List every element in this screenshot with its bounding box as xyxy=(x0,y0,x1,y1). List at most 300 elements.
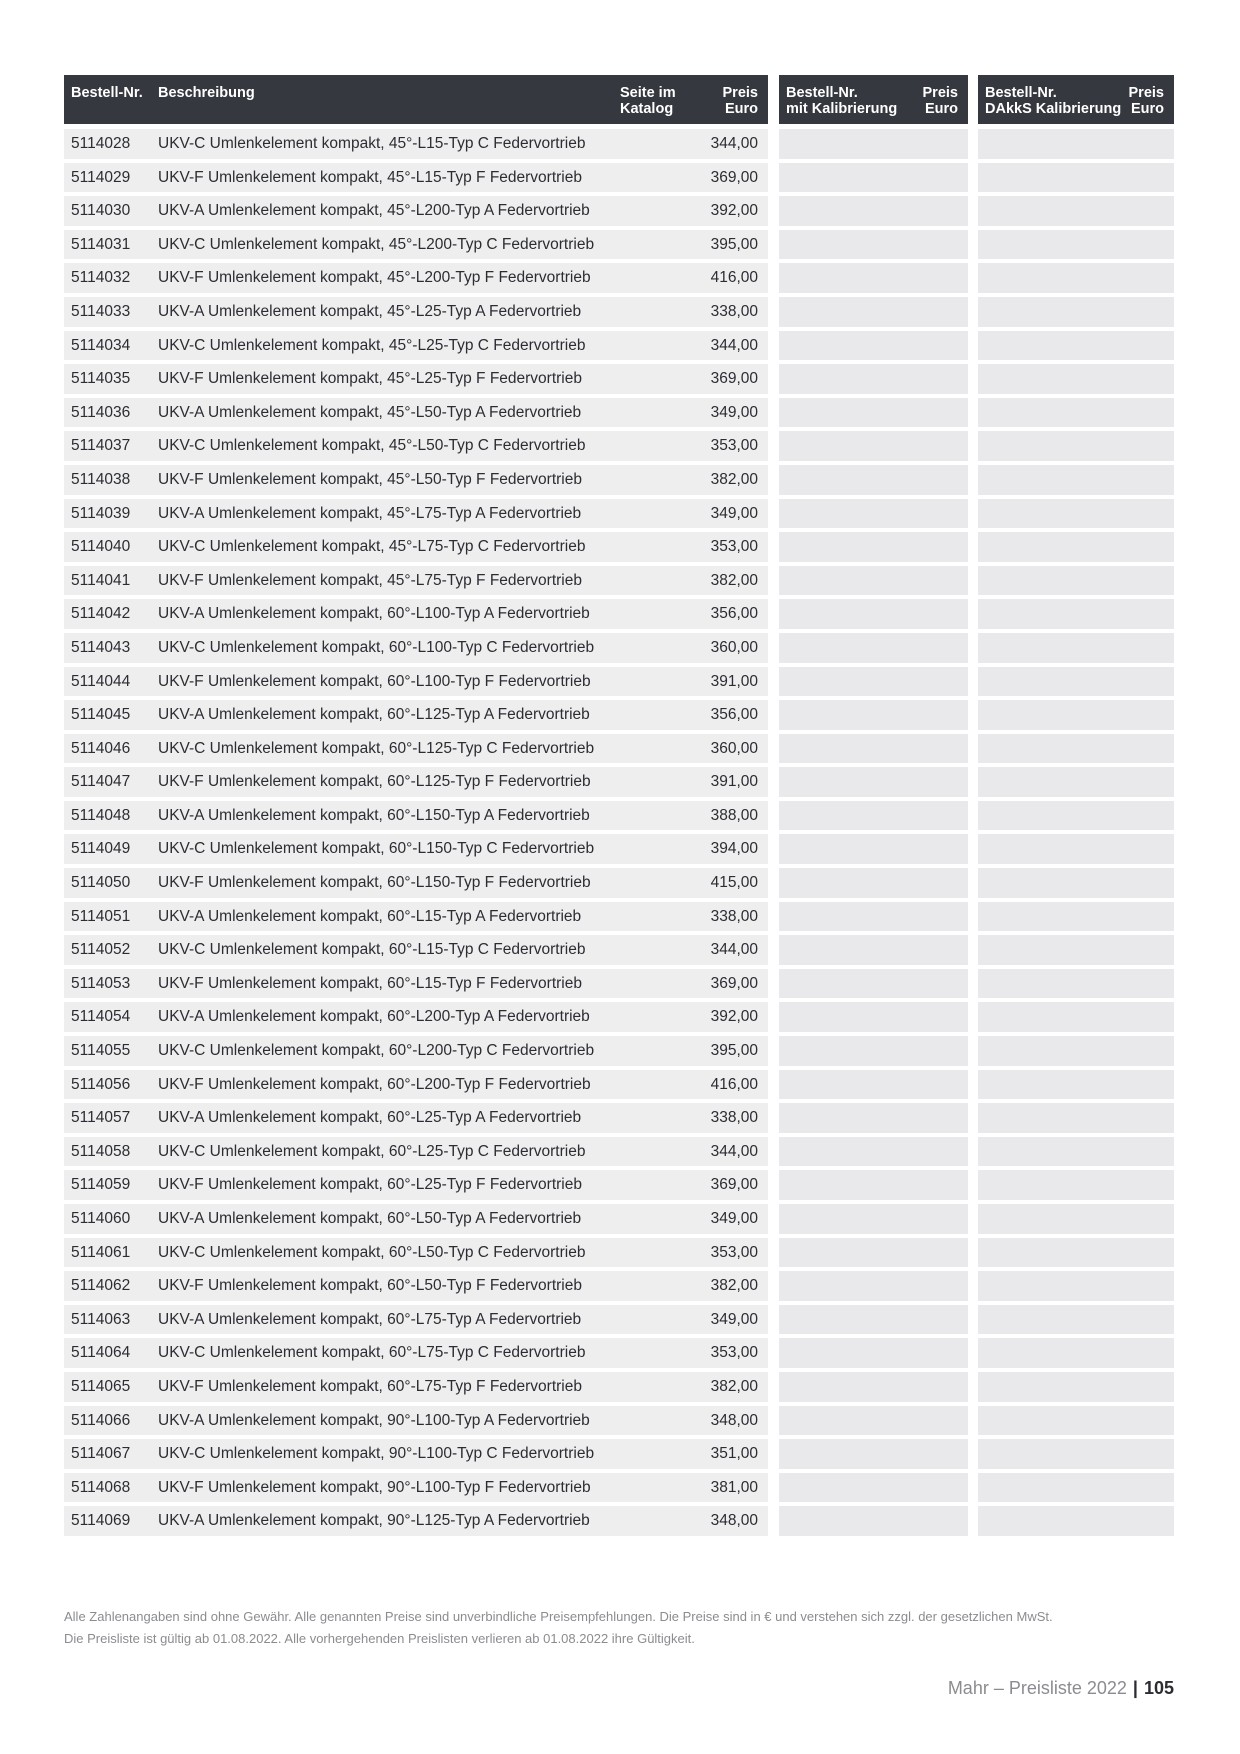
footer-separator: | xyxy=(1132,1678,1138,1698)
description: UKV-C Umlenkelement kompakt, 90°-L100-Typ C Federvortrieb xyxy=(158,1445,595,1463)
header-catalog-page: Seite im Katalog xyxy=(620,85,676,117)
table-row xyxy=(0,1506,1240,1536)
calibration-cell xyxy=(779,163,968,193)
table-row xyxy=(0,566,1240,596)
row-main-cell xyxy=(64,499,768,529)
table-row xyxy=(0,1002,1240,1032)
order-number: 5114056 xyxy=(71,1075,131,1093)
row-main-cell xyxy=(64,801,768,831)
description: UKV-F Umlenkelement kompakt, 45°-L25-Typ F Federvortrieb xyxy=(158,370,582,388)
row-main-cell xyxy=(64,700,768,730)
row-main-cell xyxy=(64,331,768,361)
table-row xyxy=(0,1305,1240,1335)
calibration-cell xyxy=(779,1070,968,1100)
table-header-dakks xyxy=(978,75,1174,124)
table-row xyxy=(0,1170,1240,1200)
row-main-cell xyxy=(64,1372,768,1402)
dakks-cell xyxy=(978,1238,1174,1268)
row-main-cell xyxy=(64,1070,768,1100)
price: 382,00 xyxy=(710,470,758,488)
calibration-cell xyxy=(779,1002,968,1032)
row-main-cell xyxy=(64,633,768,663)
price: 344,00 xyxy=(710,941,758,959)
page-number: 105 xyxy=(1143,1678,1174,1698)
header-order-no-dakks: Bestell-Nr. DAkkS Kalibrierung xyxy=(985,85,1122,117)
calibration-cell xyxy=(779,532,968,562)
dakks-cell xyxy=(978,1305,1174,1335)
row-main-cell xyxy=(64,1002,768,1032)
order-number: 5114052 xyxy=(71,941,131,959)
description: UKV-C Umlenkelement kompakt, 60°-L200-Typ C Federvortrieb xyxy=(158,1042,595,1060)
table-row xyxy=(0,935,1240,965)
row-main-cell xyxy=(64,1204,768,1234)
dakks-cell xyxy=(978,465,1174,495)
price: 388,00 xyxy=(710,806,758,824)
description: UKV-C Umlenkelement kompakt, 45°-L50-Typ C Federvortrieb xyxy=(158,437,586,455)
description: UKV-C Umlenkelement kompakt, 60°-L150-Typ C Federvortrieb xyxy=(158,840,595,858)
row-main-cell xyxy=(64,297,768,327)
description: UKV-C Umlenkelement kompakt, 60°-L25-Typ C Federvortrieb xyxy=(158,1142,586,1160)
header-price: Preis Euro xyxy=(722,85,758,117)
calibration-cell xyxy=(779,935,968,965)
footnote-line-2: Die Preisliste ist gültig ab 01.08.2022. Alle vorhergehenden Preislisten verlieren ab 01.08.2022 ihre Gültigkeit. xyxy=(64,1631,695,1646)
header-description: Beschreibung xyxy=(158,85,255,101)
calibration-cell xyxy=(779,398,968,428)
calibration-cell xyxy=(779,196,968,226)
row-main-cell xyxy=(64,767,768,797)
order-number: 5114059 xyxy=(71,1176,131,1194)
description: UKV-F Umlenkelement kompakt, 45°-L15-Typ F Federvortrieb xyxy=(158,168,582,186)
calibration-cell xyxy=(779,1473,968,1503)
dakks-cell xyxy=(978,767,1174,797)
row-main-cell xyxy=(64,1238,768,1268)
row-main-cell xyxy=(64,1103,768,1133)
price: 415,00 xyxy=(710,874,758,892)
table-row xyxy=(0,834,1240,864)
price: 344,00 xyxy=(710,1142,758,1160)
dakks-cell xyxy=(978,263,1174,293)
description: UKV-F Umlenkelement kompakt, 60°-L200-Typ F Federvortrieb xyxy=(158,1075,591,1093)
table-row xyxy=(0,499,1240,529)
dakks-cell xyxy=(978,902,1174,932)
dakks-cell xyxy=(978,599,1174,629)
table-row xyxy=(0,1204,1240,1234)
price-table-body xyxy=(0,129,1240,1540)
description: UKV-C Umlenkelement kompakt, 60°-L125-Typ C Federvortrieb xyxy=(158,739,595,757)
order-number: 5114053 xyxy=(71,974,131,992)
calibration-cell xyxy=(779,431,968,461)
description: UKV-A Umlenkelement kompakt, 45°-L25-Typ A Federvortrieb xyxy=(158,302,582,320)
calibration-cell xyxy=(779,969,968,999)
table-row xyxy=(0,331,1240,361)
row-main-cell xyxy=(64,734,768,764)
row-main-cell xyxy=(64,398,768,428)
dakks-cell xyxy=(978,566,1174,596)
table-row xyxy=(0,263,1240,293)
description: UKV-A Umlenkelement kompakt, 60°-L75-Typ A Federvortrieb xyxy=(158,1310,582,1328)
calibration-cell xyxy=(779,1439,968,1469)
description: UKV-A Umlenkelement kompakt, 90°-L100-Typ A Federvortrieb xyxy=(158,1411,590,1429)
dakks-cell xyxy=(978,834,1174,864)
table-row xyxy=(0,734,1240,764)
price: 382,00 xyxy=(710,1277,758,1295)
dakks-cell xyxy=(978,667,1174,697)
order-number: 5114043 xyxy=(71,638,131,656)
dakks-cell xyxy=(978,1372,1174,1402)
order-number: 5114068 xyxy=(71,1478,131,1496)
dakks-cell xyxy=(978,532,1174,562)
header-order-no-calibration: Bestell-Nr. mit Kalibrierung xyxy=(786,85,898,117)
price: 382,00 xyxy=(710,1377,758,1395)
price: 348,00 xyxy=(710,1512,758,1530)
row-main-cell xyxy=(64,902,768,932)
row-main-cell xyxy=(64,196,768,226)
row-main-cell xyxy=(64,532,768,562)
price: 392,00 xyxy=(710,1008,758,1026)
table-row xyxy=(0,1406,1240,1436)
calibration-cell xyxy=(779,868,968,898)
table-row xyxy=(0,1473,1240,1503)
order-number: 5114063 xyxy=(71,1310,131,1328)
dakks-cell xyxy=(978,230,1174,260)
dakks-cell xyxy=(978,1204,1174,1234)
row-main-cell xyxy=(64,1406,768,1436)
table-row xyxy=(0,465,1240,495)
calibration-cell xyxy=(779,331,968,361)
price: 356,00 xyxy=(710,706,758,724)
description: UKV-F Umlenkelement kompakt, 60°-L150-Typ F Federvortrieb xyxy=(158,874,591,892)
table-row xyxy=(0,767,1240,797)
price: 391,00 xyxy=(710,672,758,690)
footer-title: Mahr – Preisliste 2022 xyxy=(947,1678,1127,1698)
dakks-cell xyxy=(978,935,1174,965)
calibration-cell xyxy=(779,700,968,730)
dakks-cell xyxy=(978,1170,1174,1200)
description: UKV-A Umlenkelement kompakt, 60°-L100-Typ A Federvortrieb xyxy=(158,605,590,623)
order-number: 5114066 xyxy=(71,1411,131,1429)
row-main-cell xyxy=(64,263,768,293)
price: 416,00 xyxy=(710,269,758,287)
description: UKV-F Umlenkelement kompakt, 45°-L200-Typ F Federvortrieb xyxy=(158,269,591,287)
order-number: 5114065 xyxy=(71,1377,131,1395)
order-number: 5114049 xyxy=(71,840,131,858)
price: 353,00 xyxy=(710,538,758,556)
calibration-cell xyxy=(779,1506,968,1536)
price: 338,00 xyxy=(710,1109,758,1127)
order-number: 5114039 xyxy=(71,504,131,522)
calibration-cell xyxy=(779,129,968,159)
row-main-cell xyxy=(64,465,768,495)
row-main-cell xyxy=(64,969,768,999)
table-row xyxy=(0,633,1240,663)
description: UKV-A Umlenkelement kompakt, 90°-L125-Typ A Federvortrieb xyxy=(158,1512,590,1530)
price: 351,00 xyxy=(710,1445,758,1463)
description: UKV-C Umlenkelement kompakt, 60°-L50-Typ C Federvortrieb xyxy=(158,1243,586,1261)
order-number: 5114031 xyxy=(71,235,131,253)
order-number: 5114040 xyxy=(71,538,131,556)
price: 391,00 xyxy=(710,773,758,791)
order-number: 5114035 xyxy=(71,370,131,388)
table-row xyxy=(0,364,1240,394)
order-number: 5114051 xyxy=(71,907,131,925)
dakks-cell xyxy=(978,1036,1174,1066)
table-header-calibration xyxy=(779,75,968,124)
calibration-cell xyxy=(779,465,968,495)
order-number: 5114034 xyxy=(71,336,131,354)
dakks-cell xyxy=(978,196,1174,226)
price: 353,00 xyxy=(710,1344,758,1362)
description: UKV-A Umlenkelement kompakt, 60°-L200-Typ A Federvortrieb xyxy=(158,1008,590,1026)
calibration-cell xyxy=(779,297,968,327)
order-number: 5114042 xyxy=(71,605,131,623)
table-header-main xyxy=(64,75,768,124)
header-price-dakks: Preis Euro xyxy=(1128,85,1164,117)
table-row xyxy=(0,1238,1240,1268)
dakks-cell xyxy=(978,801,1174,831)
table-row xyxy=(0,297,1240,327)
table-row xyxy=(0,532,1240,562)
page-footer xyxy=(948,1678,1174,1699)
row-main-cell xyxy=(64,1036,768,1066)
row-main-cell xyxy=(64,599,768,629)
description: UKV-A Umlenkelement kompakt, 60°-L50-Typ A Federvortrieb xyxy=(158,1210,582,1227)
description: UKV-A Umlenkelement kompakt, 60°-L125-Typ A Federvortrieb xyxy=(158,706,590,724)
description: UKV-C Umlenkelement kompakt, 60°-L100-Typ C Federvortrieb xyxy=(158,638,595,656)
footnote-line-1: Alle Zahlenangaben sind ohne Gewähr. Alle genannten Preise sind unverbindliche Preisempfehlungen. Die Preise sind in € und verstehen sich zzgl. der gesetzlichen MwSt. xyxy=(64,1609,1053,1624)
order-number: 5114047 xyxy=(71,773,131,791)
table-row xyxy=(0,969,1240,999)
dakks-cell xyxy=(978,1103,1174,1133)
dakks-cell xyxy=(978,1070,1174,1100)
row-main-cell xyxy=(64,667,768,697)
description: UKV-A Umlenkelement kompakt, 60°-L15-Typ A Federvortrieb xyxy=(158,907,582,925)
order-number: 5114057 xyxy=(71,1109,131,1127)
description: UKV-A Umlenkelement kompakt, 60°-L25-Typ A Federvortrieb xyxy=(158,1109,582,1127)
calibration-cell xyxy=(779,667,968,697)
price: 353,00 xyxy=(710,1243,758,1261)
order-number: 5114038 xyxy=(71,470,131,488)
order-number: 5114045 xyxy=(71,706,131,724)
dakks-cell xyxy=(978,1506,1174,1536)
table-row xyxy=(0,902,1240,932)
calibration-cell xyxy=(779,834,968,864)
dakks-cell xyxy=(978,1338,1174,1368)
dakks-cell xyxy=(978,1439,1174,1469)
order-number: 5114029 xyxy=(71,168,131,186)
calibration-cell xyxy=(779,599,968,629)
price: 395,00 xyxy=(710,1042,758,1060)
calibration-cell xyxy=(779,734,968,764)
order-number: 5114054 xyxy=(71,1008,131,1026)
calibration-cell xyxy=(779,1238,968,1268)
price: 344,00 xyxy=(710,135,758,152)
row-main-cell xyxy=(64,1137,768,1167)
order-number: 5114067 xyxy=(71,1445,131,1463)
dakks-cell xyxy=(978,1271,1174,1301)
order-number: 5114050 xyxy=(71,874,131,892)
price: 392,00 xyxy=(710,202,758,220)
dakks-cell xyxy=(978,734,1174,764)
order-number: 5114037 xyxy=(71,437,131,455)
calibration-cell xyxy=(779,1271,968,1301)
price: 353,00 xyxy=(710,437,758,455)
order-number: 5114055 xyxy=(71,1042,131,1060)
order-number: 5114062 xyxy=(71,1277,131,1295)
row-main-cell xyxy=(64,1305,768,1335)
row-main-cell xyxy=(64,935,768,965)
order-number: 5114061 xyxy=(71,1243,131,1261)
dakks-cell xyxy=(978,499,1174,529)
row-main-cell xyxy=(64,364,768,394)
price: 338,00 xyxy=(710,907,758,925)
description: UKV-F Umlenkelement kompakt, 60°-L75-Typ F Federvortrieb xyxy=(158,1377,582,1395)
description: UKV-A Umlenkelement kompakt, 60°-L150-Typ A Federvortrieb xyxy=(158,806,590,824)
order-number: 5114048 xyxy=(71,806,131,824)
order-number: 5114033 xyxy=(71,302,131,320)
dakks-cell xyxy=(978,129,1174,159)
price: 416,00 xyxy=(710,1075,758,1093)
table-row xyxy=(0,129,1240,159)
description: UKV-F Umlenkelement kompakt, 90°-L100-Typ F Federvortrieb xyxy=(158,1478,591,1496)
calibration-cell xyxy=(779,1204,968,1234)
row-main-cell xyxy=(64,129,768,159)
row-main-cell xyxy=(64,1338,768,1368)
price: 369,00 xyxy=(710,370,758,388)
table-row xyxy=(0,1271,1240,1301)
dakks-cell xyxy=(978,1137,1174,1167)
price: 349,00 xyxy=(710,504,758,522)
calibration-cell xyxy=(779,566,968,596)
price: 356,00 xyxy=(710,605,758,623)
row-main-cell xyxy=(64,868,768,898)
order-number: 5114069 xyxy=(71,1512,131,1530)
calibration-cell xyxy=(779,1406,968,1436)
table-row xyxy=(0,667,1240,697)
calibration-cell xyxy=(779,902,968,932)
table-row xyxy=(0,196,1240,226)
price: 349,00 xyxy=(710,1310,758,1328)
table-row xyxy=(0,1036,1240,1066)
row-main-cell xyxy=(64,1170,768,1200)
dakks-cell xyxy=(978,398,1174,428)
row-main-cell xyxy=(64,1439,768,1469)
table-row xyxy=(0,1338,1240,1368)
calibration-cell xyxy=(779,1103,968,1133)
dakks-cell xyxy=(978,969,1174,999)
description: UKV-C Umlenkelement kompakt, 45°-L200-Typ C Federvortrieb xyxy=(158,235,595,253)
description: UKV-A Umlenkelement kompakt, 45°-L50-Typ A Federvortrieb xyxy=(158,403,582,421)
description: UKV-C Umlenkelement kompakt, 45°-L75-Typ C Federvortrieb xyxy=(158,538,586,556)
price: 369,00 xyxy=(710,1176,758,1194)
table-row xyxy=(0,431,1240,461)
row-main-cell xyxy=(64,1473,768,1503)
order-number: 5114028 xyxy=(71,135,131,152)
dakks-cell xyxy=(978,1406,1174,1436)
table-row xyxy=(0,599,1240,629)
order-number: 5114032 xyxy=(71,269,131,287)
table-row xyxy=(0,163,1240,193)
row-main-cell xyxy=(64,431,768,461)
calibration-cell xyxy=(779,1170,968,1200)
calibration-cell xyxy=(779,364,968,394)
dakks-cell xyxy=(978,297,1174,327)
description: UKV-F Umlenkelement kompakt, 60°-L50-Typ F Federvortrieb xyxy=(158,1277,582,1295)
calibration-cell xyxy=(779,1338,968,1368)
order-number: 5114030 xyxy=(71,202,131,220)
order-number: 5114036 xyxy=(71,403,131,421)
row-main-cell xyxy=(64,230,768,260)
price: 360,00 xyxy=(710,739,758,757)
price: 349,00 xyxy=(710,1210,758,1227)
order-number: 5114058 xyxy=(71,1142,131,1160)
price: 382,00 xyxy=(710,571,758,589)
price: 360,00 xyxy=(710,638,758,656)
description: UKV-A Umlenkelement kompakt, 45°-L200-Typ A Federvortrieb xyxy=(158,202,590,220)
price: 395,00 xyxy=(710,235,758,253)
dakks-cell xyxy=(978,868,1174,898)
calibration-cell xyxy=(779,263,968,293)
table-row xyxy=(0,868,1240,898)
description: UKV-F Umlenkelement kompakt, 45°-L75-Typ F Federvortrieb xyxy=(158,571,582,589)
order-number: 5114041 xyxy=(71,571,131,589)
calibration-cell xyxy=(779,767,968,797)
description: UKV-F Umlenkelement kompakt, 60°-L125-Typ F Federvortrieb xyxy=(158,773,591,791)
description: UKV-C Umlenkelement kompakt, 45°-L15-Typ C Federvortrieb xyxy=(158,135,586,152)
description: UKV-C Umlenkelement kompakt, 60°-L75-Typ C Federvortrieb xyxy=(158,1344,586,1362)
description: UKV-F Umlenkelement kompakt, 60°-L100-Typ F Federvortrieb xyxy=(158,672,591,690)
price: 394,00 xyxy=(710,840,758,858)
dakks-cell xyxy=(978,1002,1174,1032)
dakks-cell xyxy=(978,431,1174,461)
row-main-cell xyxy=(64,1271,768,1301)
row-main-cell xyxy=(64,1506,768,1536)
order-number: 5114060 xyxy=(71,1210,131,1227)
dakks-cell xyxy=(978,1473,1174,1503)
table-row xyxy=(0,230,1240,260)
order-number: 5114046 xyxy=(71,739,131,757)
description: UKV-C Umlenkelement kompakt, 45°-L25-Typ C Federvortrieb xyxy=(158,336,586,354)
calibration-cell xyxy=(779,1372,968,1402)
calibration-cell xyxy=(779,801,968,831)
calibration-cell xyxy=(779,633,968,663)
description: UKV-F Umlenkelement kompakt, 60°-L25-Typ F Federvortrieb xyxy=(158,1176,582,1194)
row-main-cell xyxy=(64,163,768,193)
price: 381,00 xyxy=(710,1478,758,1496)
row-main-cell xyxy=(64,566,768,596)
dakks-cell xyxy=(978,633,1174,663)
calibration-cell xyxy=(779,1305,968,1335)
table-row xyxy=(0,1070,1240,1100)
calibration-cell xyxy=(779,1036,968,1066)
table-row xyxy=(0,1137,1240,1167)
price: 349,00 xyxy=(710,403,758,421)
description: UKV-F Umlenkelement kompakt, 60°-L15-Typ F Federvortrieb xyxy=(158,974,582,992)
order-number: 5114064 xyxy=(71,1344,131,1362)
table-row xyxy=(0,1372,1240,1402)
order-number: 5114044 xyxy=(71,672,131,690)
table-row xyxy=(0,398,1240,428)
price: 344,00 xyxy=(710,336,758,354)
description: UKV-F Umlenkelement kompakt, 45°-L50-Typ F Federvortrieb xyxy=(158,470,582,488)
dakks-cell xyxy=(978,364,1174,394)
price: 348,00 xyxy=(710,1411,758,1429)
header-order-no: Bestell-Nr. xyxy=(71,85,143,101)
dakks-cell xyxy=(978,163,1174,193)
dakks-cell xyxy=(978,331,1174,361)
calibration-cell xyxy=(779,499,968,529)
price: 369,00 xyxy=(710,168,758,186)
header-price-calibration: Preis Euro xyxy=(922,85,958,117)
